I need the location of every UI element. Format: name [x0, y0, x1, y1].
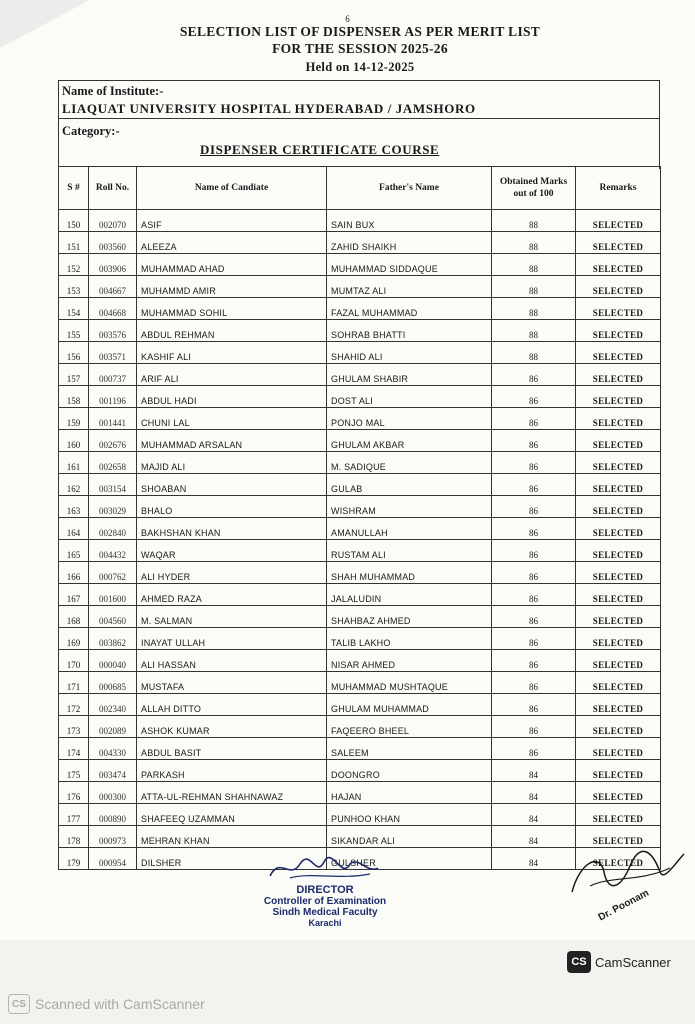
row-sno: 158: [59, 386, 89, 408]
row-candidate-name: MUSTAFA: [137, 672, 327, 694]
row-sno: 177: [59, 804, 89, 826]
row-candidate-name: ASHOK KUMAR: [137, 716, 327, 738]
col-remarks: Remarks: [576, 167, 661, 210]
row-roll-no: 004432: [89, 540, 137, 562]
row-roll-no: 004668: [89, 298, 137, 320]
row-marks: 84: [492, 826, 576, 848]
table-row: [59, 386, 661, 408]
row-candidate-name: ATTA-UL-REHMAN SHAHNAWAZ: [137, 782, 327, 804]
row-roll-no: 000954: [89, 848, 137, 870]
row-marks: 84: [492, 804, 576, 826]
scanned-label: Scanned with CamScanner: [35, 996, 205, 1012]
row-roll-no: 001196: [89, 386, 137, 408]
camscanner-small-logo-icon: CS: [8, 994, 30, 1014]
row-candidate-name: BHALO: [137, 496, 327, 518]
row-sno: 178: [59, 826, 89, 848]
row-sno: 152: [59, 254, 89, 276]
row-roll-no: 004330: [89, 738, 137, 760]
table-header-row: [59, 167, 661, 210]
row-marks: 86: [492, 540, 576, 562]
row-remarks: SELECTED: [576, 848, 661, 870]
table-row: [59, 254, 661, 276]
row-marks: 86: [492, 584, 576, 606]
row-father-name: GHULAM MUHAMMAD: [327, 694, 492, 716]
row-marks: 86: [492, 518, 576, 540]
director-signature-block: [250, 850, 400, 928]
row-father-name: TALIB LAKHO: [327, 628, 492, 650]
row-roll-no: 004667: [89, 276, 137, 298]
row-roll-no: 000973: [89, 826, 137, 848]
row-marks: 86: [492, 474, 576, 496]
row-candidate-name: DILSHER: [137, 848, 327, 870]
col-marks: [492, 167, 576, 210]
row-father-name: MUHAMMAD MUSHTAQUE: [327, 672, 492, 694]
row-roll-no: 003862: [89, 628, 137, 650]
row-candidate-name: AHMED RAZA: [137, 584, 327, 606]
row-candidate-name: PARKASH: [137, 760, 327, 782]
table-row: [59, 496, 661, 518]
row-remarks: SELECTED: [576, 518, 661, 540]
row-father-name: SAIN BUX: [327, 210, 492, 232]
row-marks: 88: [492, 342, 576, 364]
row-marks: 84: [492, 782, 576, 804]
held-on-date: Held on 14-12-2025: [305, 60, 415, 74]
row-candidate-name: SHOABAN: [137, 474, 327, 496]
row-candidate-name: ALEEZA: [137, 232, 327, 254]
row-father-name: RUSTAM ALI: [327, 540, 492, 562]
table-row: [59, 408, 661, 430]
row-sno: 155: [59, 320, 89, 342]
row-candidate-name: MUHAMMAD SOHIL: [137, 298, 327, 320]
row-remarks: SELECTED: [576, 254, 661, 276]
row-roll-no: 002676: [89, 430, 137, 452]
col-marks-line2: out of 100: [513, 189, 554, 199]
row-remarks: SELECTED: [576, 342, 661, 364]
row-father-name: AMANULLAH: [327, 518, 492, 540]
camscanner-label: CamScanner: [595, 954, 671, 970]
row-sno: 174: [59, 738, 89, 760]
row-remarks: SELECTED: [576, 496, 661, 518]
row-father-name: SIKANDAR ALI: [327, 826, 492, 848]
table-row: [59, 430, 661, 452]
table-row: [59, 694, 661, 716]
table-row: [59, 628, 661, 650]
row-father-name: SOHRAB BHATTI: [327, 320, 492, 342]
row-sno: 172: [59, 694, 89, 716]
institute-name: LIAQUAT UNIVERSITY HOSPITAL HYDERABAD / JAMSHORO: [62, 101, 476, 116]
row-roll-no: 001441: [89, 408, 137, 430]
row-father-name: HAJAN: [327, 782, 492, 804]
row-roll-no: 003474: [89, 760, 137, 782]
row-sno: 171: [59, 672, 89, 694]
table-row: [59, 804, 661, 826]
row-father-name: SHAH MUHAMMAD: [327, 562, 492, 584]
row-marks: 86: [492, 694, 576, 716]
row-marks: 84: [492, 760, 576, 782]
row-candidate-name: ALI HASSAN: [137, 650, 327, 672]
row-candidate-name: MUHAMMAD ARSALAN: [137, 430, 327, 452]
row-marks: 86: [492, 496, 576, 518]
table-row: [59, 232, 661, 254]
row-marks: 86: [492, 562, 576, 584]
row-sno: 163: [59, 496, 89, 518]
director-line2: Controller of Examination: [263, 896, 387, 907]
row-candidate-name: ARIF ALI: [137, 364, 327, 386]
officer-signature-block: [560, 842, 690, 932]
row-father-name: GHULAM SHABIR: [327, 364, 492, 386]
row-sno: 157: [59, 364, 89, 386]
row-remarks: SELECTED: [576, 386, 661, 408]
row-sno: 170: [59, 650, 89, 672]
row-candidate-name: CHUNI LAL: [137, 408, 327, 430]
table-row: [59, 716, 661, 738]
row-candidate-name: INAYAT ULLAH: [137, 628, 327, 650]
row-sno: 175: [59, 760, 89, 782]
row-roll-no: 000762: [89, 562, 137, 584]
table-row: [59, 672, 661, 694]
row-father-name: SHAHBAZ AHMED: [327, 606, 492, 628]
course-title: DISPENSER CERTIFICATE COURSE: [200, 142, 440, 157]
row-sno: 153: [59, 276, 89, 298]
row-candidate-name: BAKHSHAN KHAN: [137, 518, 327, 540]
row-candidate-name: MEHRAN KHAN: [137, 826, 327, 848]
row-roll-no: 000040: [89, 650, 137, 672]
row-roll-no: 003571: [89, 342, 137, 364]
table-row: [59, 540, 661, 562]
row-father-name: WISHRAM: [327, 496, 492, 518]
table-row: [59, 320, 661, 342]
row-marks: 86: [492, 386, 576, 408]
row-father-name: DOONGRO: [327, 760, 492, 782]
row-marks: 88: [492, 254, 576, 276]
row-sno: 179: [59, 848, 89, 870]
row-remarks: SELECTED: [576, 716, 661, 738]
row-candidate-name: ALI HYDER: [137, 562, 327, 584]
row-remarks: SELECTED: [576, 474, 661, 496]
row-remarks: SELECTED: [576, 364, 661, 386]
row-remarks: SELECTED: [576, 606, 661, 628]
col-sno: S #: [59, 167, 89, 210]
row-remarks: SELECTED: [576, 276, 661, 298]
row-marks: 86: [492, 408, 576, 430]
col-roll: Roll No.: [89, 167, 137, 210]
row-remarks: SELECTED: [576, 540, 661, 562]
table-row: [59, 562, 661, 584]
row-sno: 169: [59, 628, 89, 650]
row-candidate-name: ABDUL HADI: [137, 386, 327, 408]
row-remarks: SELECTED: [576, 320, 661, 342]
row-candidate-name: ABDUL REHMAN: [137, 320, 327, 342]
row-father-name: FAZAL MUHAMMAD: [327, 298, 492, 320]
row-father-name: MUMTAZ ALI: [327, 276, 492, 298]
row-sno: 167: [59, 584, 89, 606]
row-marks: 86: [492, 452, 576, 474]
page-number: 6: [345, 14, 350, 24]
col-father: Father's Name: [327, 167, 492, 210]
row-marks: 86: [492, 672, 576, 694]
director-line4: Karachi: [308, 918, 342, 928]
row-father-name: NISAR AHMED: [327, 650, 492, 672]
row-roll-no: 000737: [89, 364, 137, 386]
row-father-name: MUHAMMAD SIDDAQUE: [327, 254, 492, 276]
row-marks: 88: [492, 210, 576, 232]
row-marks: 86: [492, 606, 576, 628]
row-roll-no: 003576: [89, 320, 137, 342]
row-remarks: SELECTED: [576, 562, 661, 584]
scanned-watermark: [8, 994, 205, 1014]
row-remarks: SELECTED: [576, 760, 661, 782]
row-father-name: SALEEM: [327, 738, 492, 760]
row-sno: 176: [59, 782, 89, 804]
row-sno: 162: [59, 474, 89, 496]
row-roll-no: 004560: [89, 606, 137, 628]
table-row: [59, 606, 661, 628]
row-roll-no: 001600: [89, 584, 137, 606]
row-roll-no: 002089: [89, 716, 137, 738]
row-father-name: PONJO MAL: [327, 408, 492, 430]
row-roll-no: 002340: [89, 694, 137, 716]
row-marks: 86: [492, 628, 576, 650]
camscanner-badge: [567, 950, 671, 974]
officer-signature: [560, 842, 690, 902]
row-father-name: GULAB: [327, 474, 492, 496]
row-father-name: M. SADIQUE: [327, 452, 492, 474]
row-marks: 86: [492, 430, 576, 452]
table-row: [59, 584, 661, 606]
institute-label: Name of Institute:-: [62, 84, 164, 98]
table-row: [59, 518, 661, 540]
row-marks: 88: [492, 320, 576, 342]
row-sno: 173: [59, 716, 89, 738]
row-remarks: SELECTED: [576, 826, 661, 848]
table-row: [59, 276, 661, 298]
director-line3: Sindh Medical Faculty: [272, 907, 378, 918]
row-remarks: SELECTED: [576, 408, 661, 430]
row-candidate-name: WAQAR: [137, 540, 327, 562]
row-candidate-name: ALLAH DITTO: [137, 694, 327, 716]
row-remarks: SELECTED: [576, 232, 661, 254]
row-father-name: SHAHID ALI: [327, 342, 492, 364]
col-name: Name of Candiate: [137, 167, 327, 210]
row-father-name: DOST ALI: [327, 386, 492, 408]
category-label: Category:-: [62, 124, 120, 138]
row-remarks: SELECTED: [576, 298, 661, 320]
table-row: [59, 452, 661, 474]
row-roll-no: 000890: [89, 804, 137, 826]
row-marks: 86: [492, 738, 576, 760]
row-roll-no: 003560: [89, 232, 137, 254]
row-marks: 84: [492, 848, 576, 870]
row-candidate-name: M. SALMAN: [137, 606, 327, 628]
session-title: FOR THE SESSION 2025-26: [272, 41, 448, 56]
table-row: [59, 782, 661, 804]
row-father-name: GHULAM AKBAR: [327, 430, 492, 452]
row-father-name: GULSHER: [327, 848, 492, 870]
row-sno: 151: [59, 232, 89, 254]
row-marks: 86: [492, 716, 576, 738]
row-marks: 88: [492, 276, 576, 298]
table-row: [59, 738, 661, 760]
row-sno: 150: [59, 210, 89, 232]
row-sno: 159: [59, 408, 89, 430]
col-marks-line1: Obtained Marks: [499, 177, 568, 187]
row-candidate-name: ASIF: [137, 210, 327, 232]
merit-table: [58, 166, 661, 870]
table-row: [59, 298, 661, 320]
row-candidate-name: KASHIF ALI: [137, 342, 327, 364]
row-father-name: FAQEERO BHEEL: [327, 716, 492, 738]
row-marks: 86: [492, 364, 576, 386]
row-remarks: SELECTED: [576, 738, 661, 760]
row-remarks: SELECTED: [576, 804, 661, 826]
row-sno: 154: [59, 298, 89, 320]
camscanner-logo-icon: CS: [567, 951, 591, 973]
row-sno: 161: [59, 452, 89, 474]
row-father-name: PUNHOO KHAN: [327, 804, 492, 826]
row-father-name: JALALUDIN: [327, 584, 492, 606]
row-candidate-name: MUHAMMAD AHAD: [137, 254, 327, 276]
row-remarks: SELECTED: [576, 210, 661, 232]
row-remarks: SELECTED: [576, 584, 661, 606]
row-father-name: ZAHID SHAIKH: [327, 232, 492, 254]
director-signature: [250, 850, 400, 884]
row-remarks: SELECTED: [576, 430, 661, 452]
table-row: [59, 210, 661, 232]
row-remarks: SELECTED: [576, 452, 661, 474]
row-marks: 88: [492, 232, 576, 254]
row-roll-no: 002840: [89, 518, 137, 540]
row-roll-no: 003154: [89, 474, 137, 496]
divider: [58, 118, 659, 119]
row-candidate-name: SHAFEEQ UZAMMAN: [137, 804, 327, 826]
row-roll-no: 003906: [89, 254, 137, 276]
row-sno: 166: [59, 562, 89, 584]
row-sno: 164: [59, 518, 89, 540]
row-remarks: SELECTED: [576, 628, 661, 650]
row-candidate-name: MAJID ALI: [137, 452, 327, 474]
row-remarks: SELECTED: [576, 782, 661, 804]
table-row: [59, 760, 661, 782]
row-candidate-name: ABDUL BASIT: [137, 738, 327, 760]
row-remarks: SELECTED: [576, 672, 661, 694]
row-sno: 165: [59, 540, 89, 562]
table-row: [59, 474, 661, 496]
row-candidate-name: MUHAMMD AMIR: [137, 276, 327, 298]
officer-name: Dr. Poonam: [596, 887, 651, 924]
table-row: [59, 364, 661, 386]
row-marks: 86: [492, 650, 576, 672]
table-row: [59, 342, 661, 364]
row-remarks: SELECTED: [576, 650, 661, 672]
row-remarks: SELECTED: [576, 694, 661, 716]
row-roll-no: 002658: [89, 452, 137, 474]
row-roll-no: 000300: [89, 782, 137, 804]
row-roll-no: 003029: [89, 496, 137, 518]
row-sno: 160: [59, 430, 89, 452]
table-row: [59, 650, 661, 672]
director-title: DIRECTOR: [296, 884, 354, 896]
row-sno: 156: [59, 342, 89, 364]
row-roll-no: 000685: [89, 672, 137, 694]
document-title: SELECTION LIST OF DISPENSER AS PER MERIT LIST: [179, 24, 541, 39]
row-marks: 88: [492, 298, 576, 320]
row-sno: 168: [59, 606, 89, 628]
row-roll-no: 002070: [89, 210, 137, 232]
